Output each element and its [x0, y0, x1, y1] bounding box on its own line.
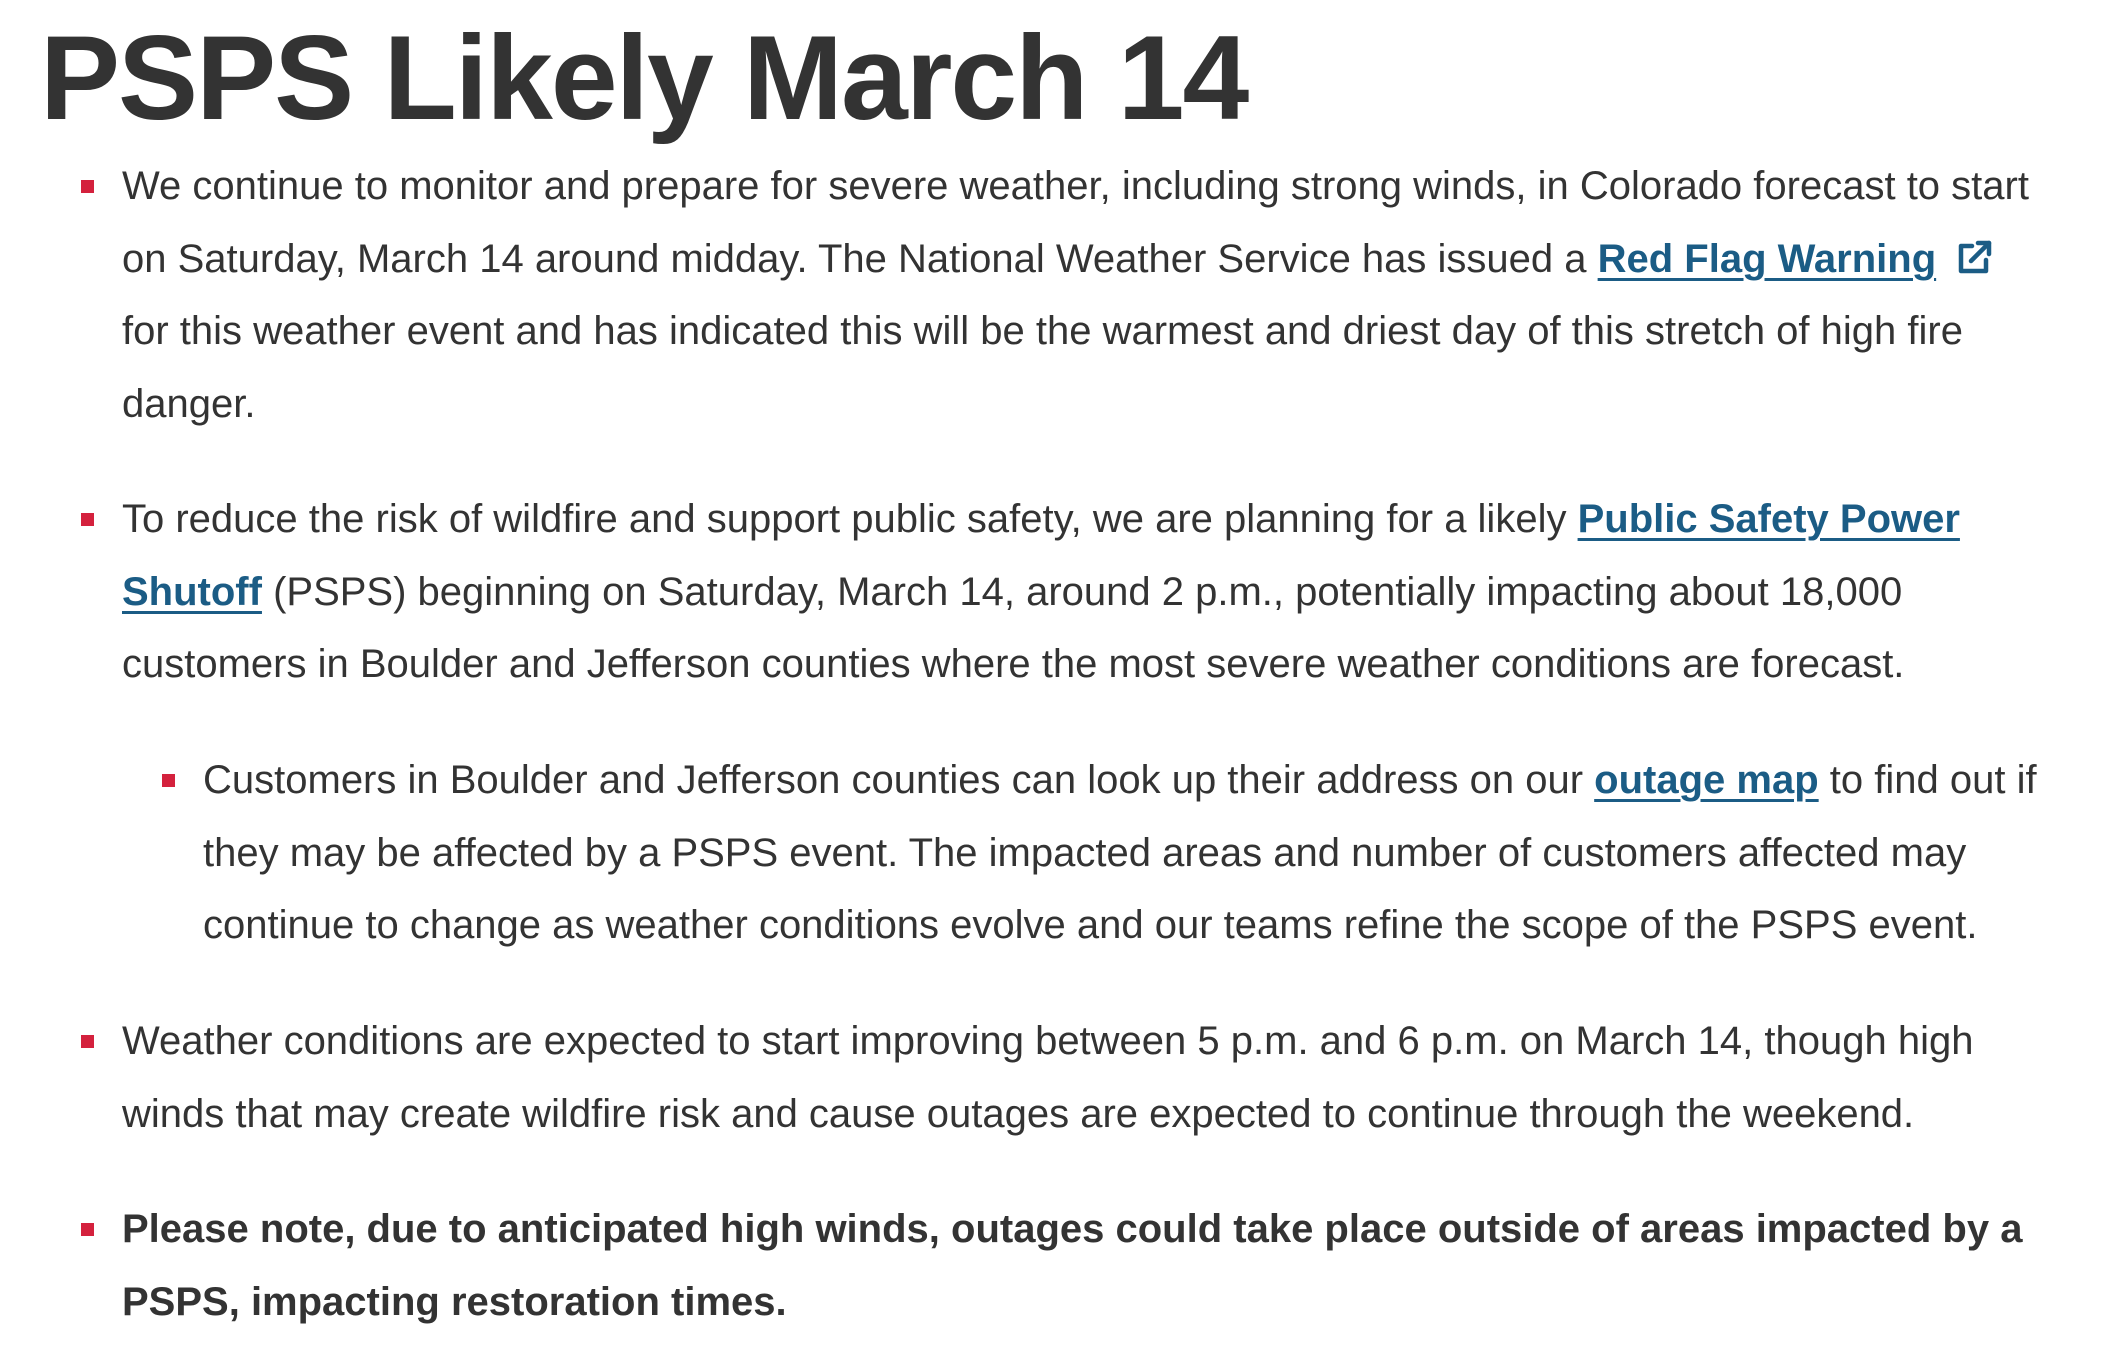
list-item-text: Weather conditions are expected to start improving between 5 p.m. and 6 p.m. on March 14, though high winds that may create wildfire risk and cause outages are expected to continue through the weekend.	[122, 1019, 1974, 1136]
list-item-text: Please note, due to anticipated high winds, outages could take place outside of areas impacted by a PSPS, impacting restoration times.	[122, 1207, 2023, 1324]
list-item-red-flag	[122, 150, 2052, 440]
list-item-note	[122, 1193, 2052, 1338]
link-label: Red Flag Warning	[1597, 236, 1937, 281]
list-item-text: We continue to monitor and prepare for severe weather, including strong winds, in Colorado forecast to start on Saturday, March 14 around midday. The National Weather Service has issued a	[122, 164, 2029, 281]
red-flag-warning-link[interactable]	[1598, 237, 1937, 281]
bullet-square-icon	[81, 1035, 94, 1048]
list-item-psps-plan	[122, 483, 2052, 701]
list-item-text: for this weather event and has indicated this will be the warmest and driest day of this stretch of high fire danger.	[122, 309, 1963, 426]
link-label: outage map	[1594, 758, 1819, 802]
list-item-text: (PSPS) beginning on Saturday, March 14, around 2 p.m., potentially impacting about 18,000 customers in Boulder and Jefferson counties where the most severe weather conditions are forecast.	[122, 569, 1905, 686]
outage-map-link[interactable]	[1594, 758, 1818, 802]
external-link-icon[interactable]	[1954, 238, 1994, 278]
list-item-text: To reduce the risk of wildfire and support public safety, we are planning for a likely	[122, 497, 1578, 541]
list-item-weather-improving	[122, 1005, 2052, 1150]
bullet-square-icon	[81, 1223, 94, 1236]
bullet-square-icon	[81, 513, 94, 526]
page-title: PSPS Likely March 14	[40, 11, 1248, 145]
list-item-outage-map	[203, 744, 2063, 962]
bullet-square-icon	[81, 180, 94, 193]
link-label: Public Safety Power Shutoff	[122, 497, 1960, 614]
bullet-square-icon	[162, 774, 175, 787]
list-item-text: to find out if they may be affected by a PSPS event. The impacted areas and number of customers affected may continue to change as weather conditions evolve and our teams refine the scope of the PSPS event.	[203, 758, 2037, 947]
list-item-text: Customers in Boulder and Jefferson counties can look up their address on our	[203, 758, 1595, 802]
